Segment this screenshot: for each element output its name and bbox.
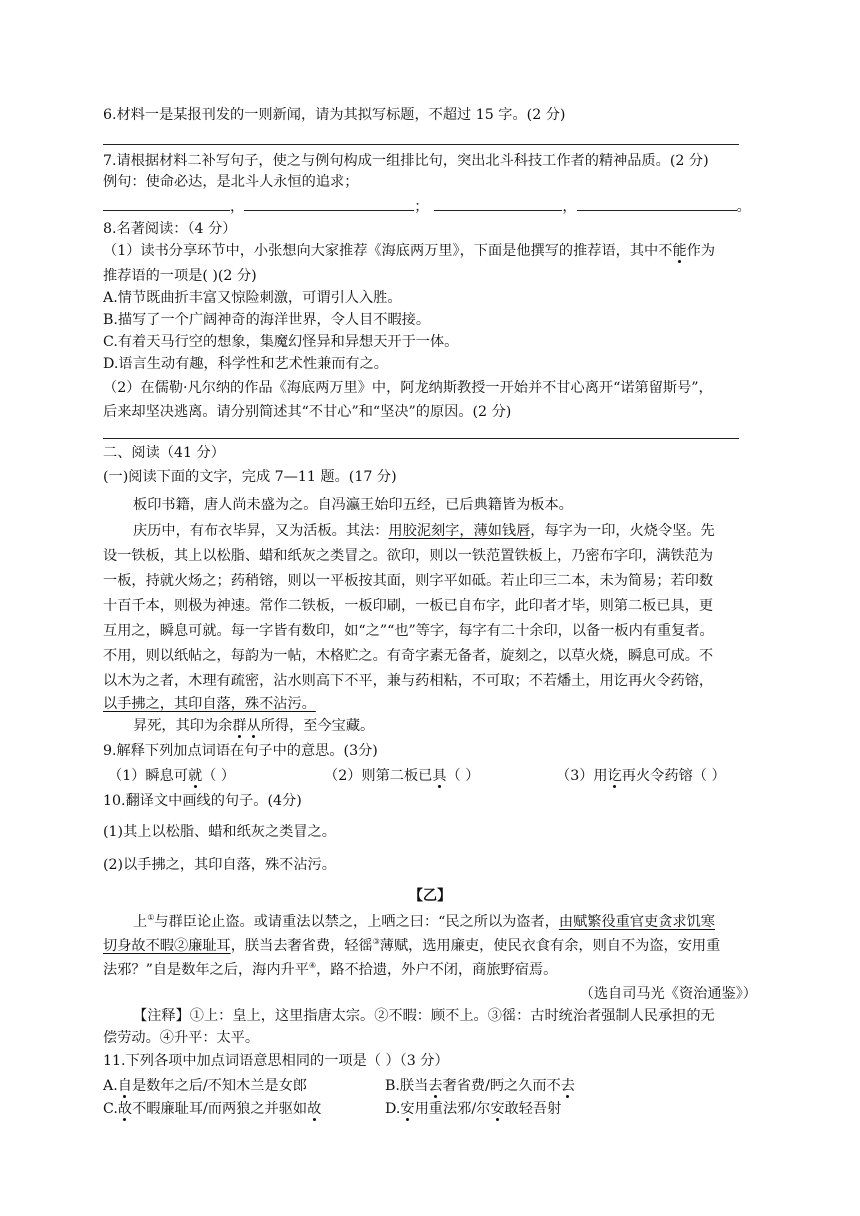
part-1-instruction: (一)阅读下面的文字，完成 7—11 题。(17 分): [103, 469, 397, 485]
passage-line: 一板，持就火炀之；药稍镕，则以一平板按其面，则字平如砥。若止印三二本，未为简易；若印数: [103, 573, 714, 589]
question-10-sentence-2: (2)以手拂之，其印自落，殊不沾污。: [103, 857, 336, 873]
passage-line: 上①与群臣论止盗。或请重法以禁之，上哂之曰：“民之所以为盗者，由赋繁役重官吏贪求饥寒: [133, 913, 715, 930]
question-8-1: （1）读书分享环节中，小张想向大家推荐《海底两万里》，下面是他撰写的推荐语，其中不能作为: [103, 243, 716, 259]
option-b: B.朕当去奢省费/眄之久而不去: [385, 1078, 575, 1094]
option-d: D.安用重法邪/尔安敢轻吾射: [385, 1101, 562, 1117]
question-8-1-cont: 推荐语的一项是( )(2 分): [103, 268, 257, 284]
question-9: 9.解释下列加点词语在句子中的意思。(3分): [103, 743, 378, 759]
question-9-item-2: （2）则第二板已具（ ）: [324, 768, 480, 784]
answer-line-6: [103, 144, 739, 145]
passage-line: 以木为之者，木理有疏密，沾水则高下不平，兼与药相粘，不可取；不若燔土，用讫再火令药镕，: [103, 673, 714, 689]
question-7: 7.请根据材料二补写句子，使之与例句构成一组排比句，突出北斗科技工作者的精神品质。(2 分): [103, 153, 709, 169]
passage-yi-heading: 【乙】: [408, 888, 452, 904]
passage-line: 十百千本，则极为神速。常作二铁板，一板印刷，一板已自布字，此印者才毕，则第二板已具，更: [103, 598, 714, 614]
question-11: 11.下列各项中加点词语意思相同的一项是（ ）（3 分）: [103, 1053, 449, 1069]
question-10: 10.翻译文中画线的句子。(4分): [103, 793, 302, 809]
underlined-phrase: 切身故不暇②廉耻耳: [103, 938, 231, 954]
question-9-item-1: （1）瞬息可就（ ）: [108, 768, 236, 784]
blank-3[interactable]: [434, 196, 562, 211]
blank-4[interactable]: [577, 196, 737, 211]
option-a: A.情节既曲折丰富又惊险刺激，可谓引人入胜。: [103, 290, 402, 306]
underlined-sentence: 以手拂之，其印自落，殊不沾污。: [103, 696, 316, 712]
option-c: C.故不暇廉耻耳/而两狼之并驱如故: [103, 1101, 322, 1117]
passage-line: 板印书籍，唐人尚未盛为之。自冯瀛王始印五经，已后典籍皆为板本。: [133, 497, 573, 513]
annotation-note: 【注释】①上：皇上，这里指唐太宗。②不暇：顾不上。③徭：古时统治者强制人民承担的无: [133, 1008, 715, 1024]
question-8-2: （2）在儒勒·凡尔纳的作品《海底两万里》中，阿龙纳斯教授一开始并不甘心离开“诺第留斯号”，: [103, 380, 713, 396]
blank-1[interactable]: [103, 196, 230, 211]
passage-line: 庆历中，有布衣毕昇，又为活板。其法：用胶泥刻字，薄如钱唇，每字为一印，火烧令坚。先: [133, 523, 715, 539]
passage-line: [103, 694, 316, 714]
source-citation: （选自司马光《资治通鉴》）: [579, 986, 757, 1002]
underlined-phrase: 由赋繁役重官吏贪求饥寒: [558, 914, 715, 930]
question-8-2-cont: 后来却坚决逃离。请分别简述其“不甘心”和“坚决”的原因。(2 分): [103, 404, 512, 420]
passage-line: 切身故不暇②廉耻耳，朕当去奢省费，轻徭③薄赋，选用廉吏，使民衣食有余，则自不为盗，安用重: [103, 937, 721, 954]
option-c: C.有着天马行空的想象，集魔幻怪异和异想天开于一体。: [103, 334, 459, 350]
passage-line: 不用，则以纸帖之，每韵为一帖，木格贮之。有奇字素无备者，旋刻之，以草火烧，瞬息可成。不: [103, 648, 714, 664]
answer-line-8: [103, 438, 739, 439]
option-b: B.描写了一个广阔神奇的海洋世界，令人目不暇接。: [103, 312, 431, 328]
section-title: 二、阅读（41 分）: [103, 445, 225, 461]
passage-line: 设一铁板，其上以松脂、蜡和纸灰之类冒之。欲印，则以一铁范置铁板上，乃密布字印，满铁范为: [103, 548, 714, 564]
question-8: 8.名著阅读：（4 分）: [103, 221, 237, 237]
option-a: A.自是数年之后/不知木兰是女郎: [103, 1078, 307, 1094]
question-9-item-3: （3）用讫再火令药镕（ ）: [556, 768, 726, 784]
question-7-blanks: ， ； ， 。: [103, 196, 751, 217]
underlined-phrase: 用胶泥刻字，薄如钱唇: [388, 523, 531, 539]
option-d: D.语言生动有趣，科学性和艺术性兼而有之。: [103, 356, 388, 372]
blank-2[interactable]: [244, 196, 414, 211]
passage-line: 互用之，瞬息可就。每一字皆有数印，如“之”“也”等字，每字有二十余印，以备一板内有重复者。: [103, 623, 714, 639]
emphasis-dot-word: 能: [672, 243, 687, 259]
question-6: 6.材料一是某报刊发的一则新闻，请为其拟写标题，不超过 15 字。(2 分): [103, 107, 566, 123]
annotation-note: 偿劳动。④升平：太平。: [103, 1030, 260, 1046]
passage-line: 昇死，其印为余群从所得，至今宝藏。: [133, 718, 375, 734]
passage-line: 法邪？”自是数年之后，海内升平④，路不拾遗，外户不闭，商旅野宿焉。: [103, 961, 558, 978]
question-7-example: 例句：使命必达，是北斗人永恒的追求；: [103, 174, 359, 190]
question-10-sentence-1: (1)其上以松脂、蜡和纸灰之类冒之。: [103, 824, 336, 840]
